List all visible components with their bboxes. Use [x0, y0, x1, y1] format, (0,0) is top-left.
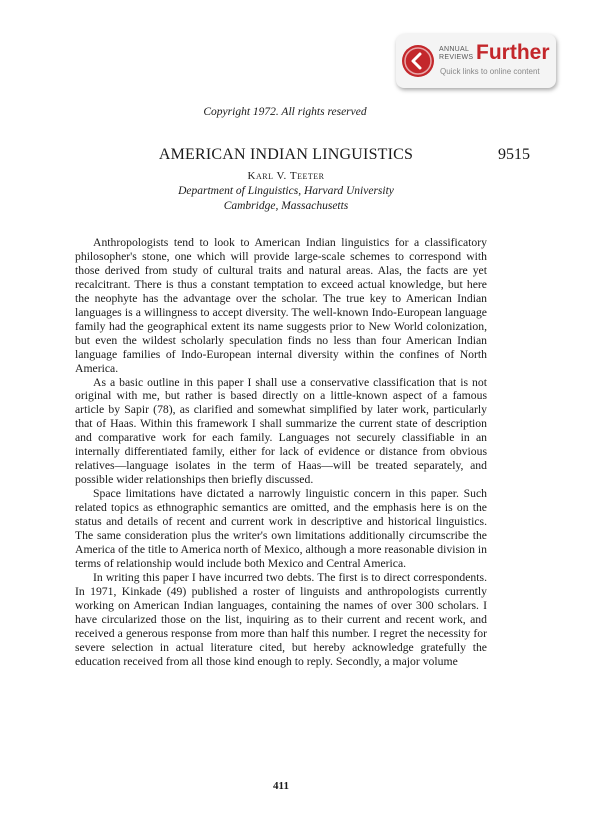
- body-paragraph: Anthropologists tend to look to American Indian linguistics for a classificatory philosopher's stone, one which will provide large-scale schemes to correspond with those derived from study of cultural traits and natural areas. Alas, the facts are yet recalcitrant. There is thus a constant temptation to exceed actual knowledge, but here the neophyte has the advantage over the scholar. The true key to American Indian languages is a willingness to accept diversity. The well-known Indo-European language family had the geographical extent its name suggests prior to New World colonization, but even the wildest scholarly speculation finds no less than four American Indian language families of Indo-European internal diversity within the confines of North America.: [75, 236, 487, 375]
- chevron-left-icon[interactable]: [402, 45, 434, 77]
- annual-reviews-label: ANNUAL REVIEWS: [439, 46, 474, 61]
- author-name: Karl V. Teeter: [247, 170, 325, 182]
- body-paragraph: As a basic outline in this paper I shall use a conservative classification that is not original with me, but rather is based directly on a little-known aspect of a famous article by Sapir (78), as clarified and somewhat simplified by later work, particularly that of Haas. Within this framework I shall summarize the current state of description and comparative work for each family. Languages not securely classifiable in an internally differentiated family, either for lack of evidence or distance from obvious relatives—language isolates in the term of Haas—will be treated separately, and possible wider relationships then briefly discussed.: [75, 375, 487, 487]
- copyright-notice: Copyright 1972. All rights reserved: [203, 106, 367, 118]
- affiliation-location: Cambridge, Massachusetts: [223, 200, 349, 212]
- affiliation-department: Department of Linguistics, Harvard University: [178, 185, 394, 197]
- body-paragraph: Space limitations have dictated a narrowly linguistic concern in this paper. Such related topics as ethnographic semantics are omitted, and the emphasis here is on the status and details of recent and current work in descriptive and historical linguistics. The same consideration plus the writer's own limitations additionally circumscribe the America of the title to America north of Mexico, although a more reasonable division in terms of relationship would include both Mexico and Central America.: [75, 487, 487, 570]
- article-title: AMERICAN INDIAN LINGUISTICS: [158, 146, 414, 163]
- article-body: [75, 236, 487, 669]
- page-number: 411: [273, 780, 289, 792]
- banner-subtitle: Quick links to online content: [440, 67, 540, 76]
- further-label: Further: [476, 41, 550, 64]
- body-paragraph: In writing this paper I have incurred two debts. The first is to direct correspondents. In 1971, Kinkade (49) published a roster of linguists and anthropologists currently working on American Indian languages, containing the names of over 300 scholars. I have circularized those on the list, inquiring as to their current and recent work, and received a generous response from more than half this number. I regret the necessity for severe selection in actual literature cited, but hereby acknowledge gratefully the education received from all those kind enough to reply. Secondly, a major volume: [75, 570, 487, 668]
- article-code: 9515: [498, 146, 530, 163]
- annual-reviews-further-banner[interactable]: [396, 34, 556, 88]
